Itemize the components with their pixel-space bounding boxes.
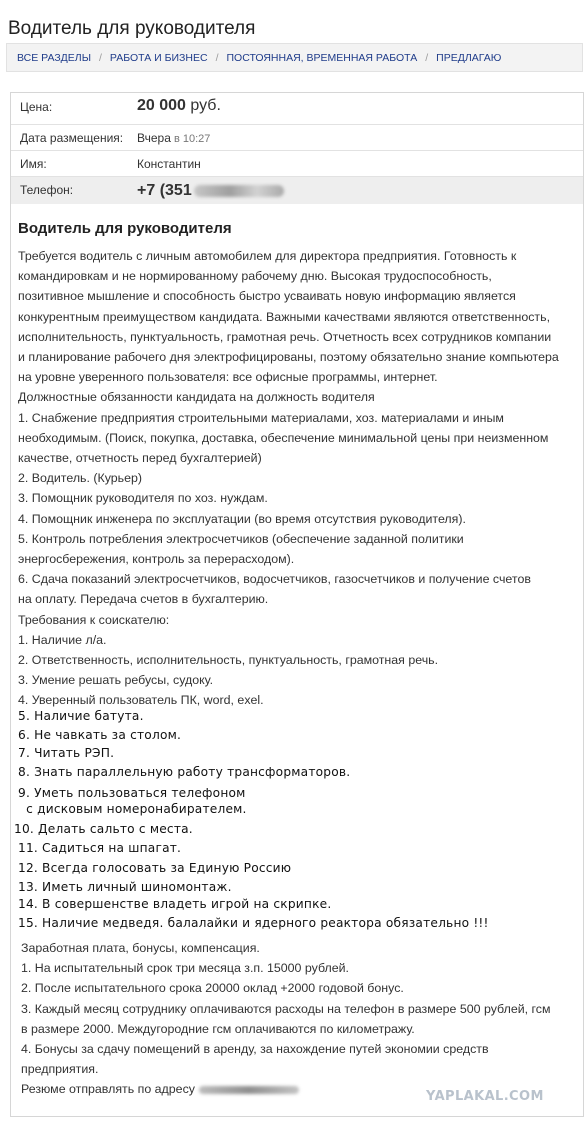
list-item: с дисковым номеронабирателем. (18, 802, 247, 816)
ad-card (10, 92, 584, 1117)
name-row (11, 150, 583, 176)
list-item: 13. Иметь личный шиномонтаж. (18, 880, 232, 894)
breadcrumb-separator: / (215, 51, 219, 64)
salary-section (21, 938, 579, 1100)
date-time: в 10:27 (170, 133, 211, 145)
price-row (11, 93, 583, 126)
list-item: 9. Уметь пользоваться телефоном (18, 786, 246, 800)
price-amount: 20 000 (137, 97, 186, 114)
name-label: Имя: (20, 157, 47, 171)
breadcrumb-work-business[interactable]: РАБОТА И БИЗНЕС (109, 51, 208, 64)
date-row (11, 124, 583, 150)
list-item: 11. Садиться на шпагат. (18, 841, 182, 855)
list-item: 6. Не чавкать за столом. (18, 728, 182, 742)
phone-label: Телефон: (20, 183, 74, 197)
list-item: 10. Делать сальто с места. (14, 822, 193, 836)
breadcrumb-offer[interactable]: ПРЕДЛАГАЮ (436, 51, 502, 64)
list-item: 14. В совершенстве владеть игрой на скрипке. (18, 897, 332, 911)
list-item: 5. Наличие батута. (18, 709, 144, 723)
page-title: Водитель для руководителя (8, 17, 256, 39)
list-item: 15. Наличие медведя. балалайки и ядерного реактора обязательно !!! (18, 916, 489, 930)
date-label: Дата размещения: (20, 131, 124, 145)
email-blur (199, 1086, 299, 1094)
phone-blur (194, 185, 284, 197)
price-currency: руб. (185, 97, 221, 114)
date-value (137, 131, 210, 145)
list-item: 7. Читать РЭП. (18, 746, 115, 760)
resume-label: Резюме отправлять по адресу (21, 1082, 195, 1097)
phone-row (11, 176, 583, 204)
price-value (137, 97, 221, 115)
breadcrumb-separator: / (425, 51, 429, 64)
ad-title: Водитель для руководителя (18, 220, 232, 237)
breadcrumb-separator: / (99, 51, 102, 64)
list-item: 12. Всегда голосовать за Единую Россию (18, 861, 292, 875)
phone-number: +7 (351 (137, 182, 192, 199)
ad-description: Требуется водитель с личным автомобилем для директора предприятия. Готовность к командировкам и не нормированному рабочему дню. Высокая трудоспособность, позитивное мышление и способность быстро усваивать новую информацию является конкурентным преимуществом кандидата. Важными качествами являются ответственность, исполнительность, пунктуальность, грамотная речь. Отчетность всех сотрудников компании и планирование рабочего дня электрофицированы, поэтому обязательно знание компьютера на уровне уверенного пользователя: все офисные программы, интернет. Должностные обязанности кандидата на должность водителя 1. Снабжение предприятия строительными материалами, хоз. материалами и иным необходимым. (Поиск, покупка, доставка, обеспечение минимальной цены при неизменном качестве, отчетность перед бухгалтерией) 2. Водитель. (Курьер) 3. Помощник руководителя по хоз. нуждам. 4. Помощник инженера по эксплуатации (во время отсутствия руководителя). 5. Контроль потребления электросчетчиков (обеспечение заданной политики энергосбережения, контроль за перерасходом). 6. Сдача показаний электросчетчиков, водосчетчиков, газосчетчиков и получение счетов на оплату. Передача счетов в бухгалтерию. Требования к соискателю: 1. Наличие л/а. 2. Ответственность, исполнительность, пунктуальность, грамотная речь. 3. Умение решать ребусы, судоку. 4. Уверенный пользователь ПК, word, exel. (18, 249, 559, 708)
breadcrumb (6, 43, 583, 72)
salary-text: Заработная плата, бонусы, компенсация. 1. На испытательный срок три месяца з.п. 15000 рублей. 2. После испытательного срока 20000 оклад +2000 годовой бонус. 3. Каждый месяц сотруднику оплачиваются расходы на телефон в размере 500 рублей, гсм в размере 2000. Междугородние гсм оплачиваются по километражу. 4. Бонусы за сдачу помещений в аренду, за нахождение путей экономии средств предприятия. (21, 941, 551, 1077)
name-value: Константин (137, 157, 201, 171)
watermark: YAPLAKAL.COM (426, 1089, 544, 1104)
breadcrumb-permanent-temporary[interactable]: ПОСТОЯННАЯ, ВРЕМЕННАЯ РАБОТА (226, 51, 418, 64)
breadcrumb-all-sections[interactable]: ВСЕ РАЗДЕЛЫ (17, 51, 91, 64)
date-day: Вчера (137, 131, 171, 145)
price-label: Цена: (20, 100, 53, 114)
list-item: 8. Знать параллельную работу трансформаторов. (18, 765, 351, 779)
phone-value[interactable] (137, 182, 284, 200)
